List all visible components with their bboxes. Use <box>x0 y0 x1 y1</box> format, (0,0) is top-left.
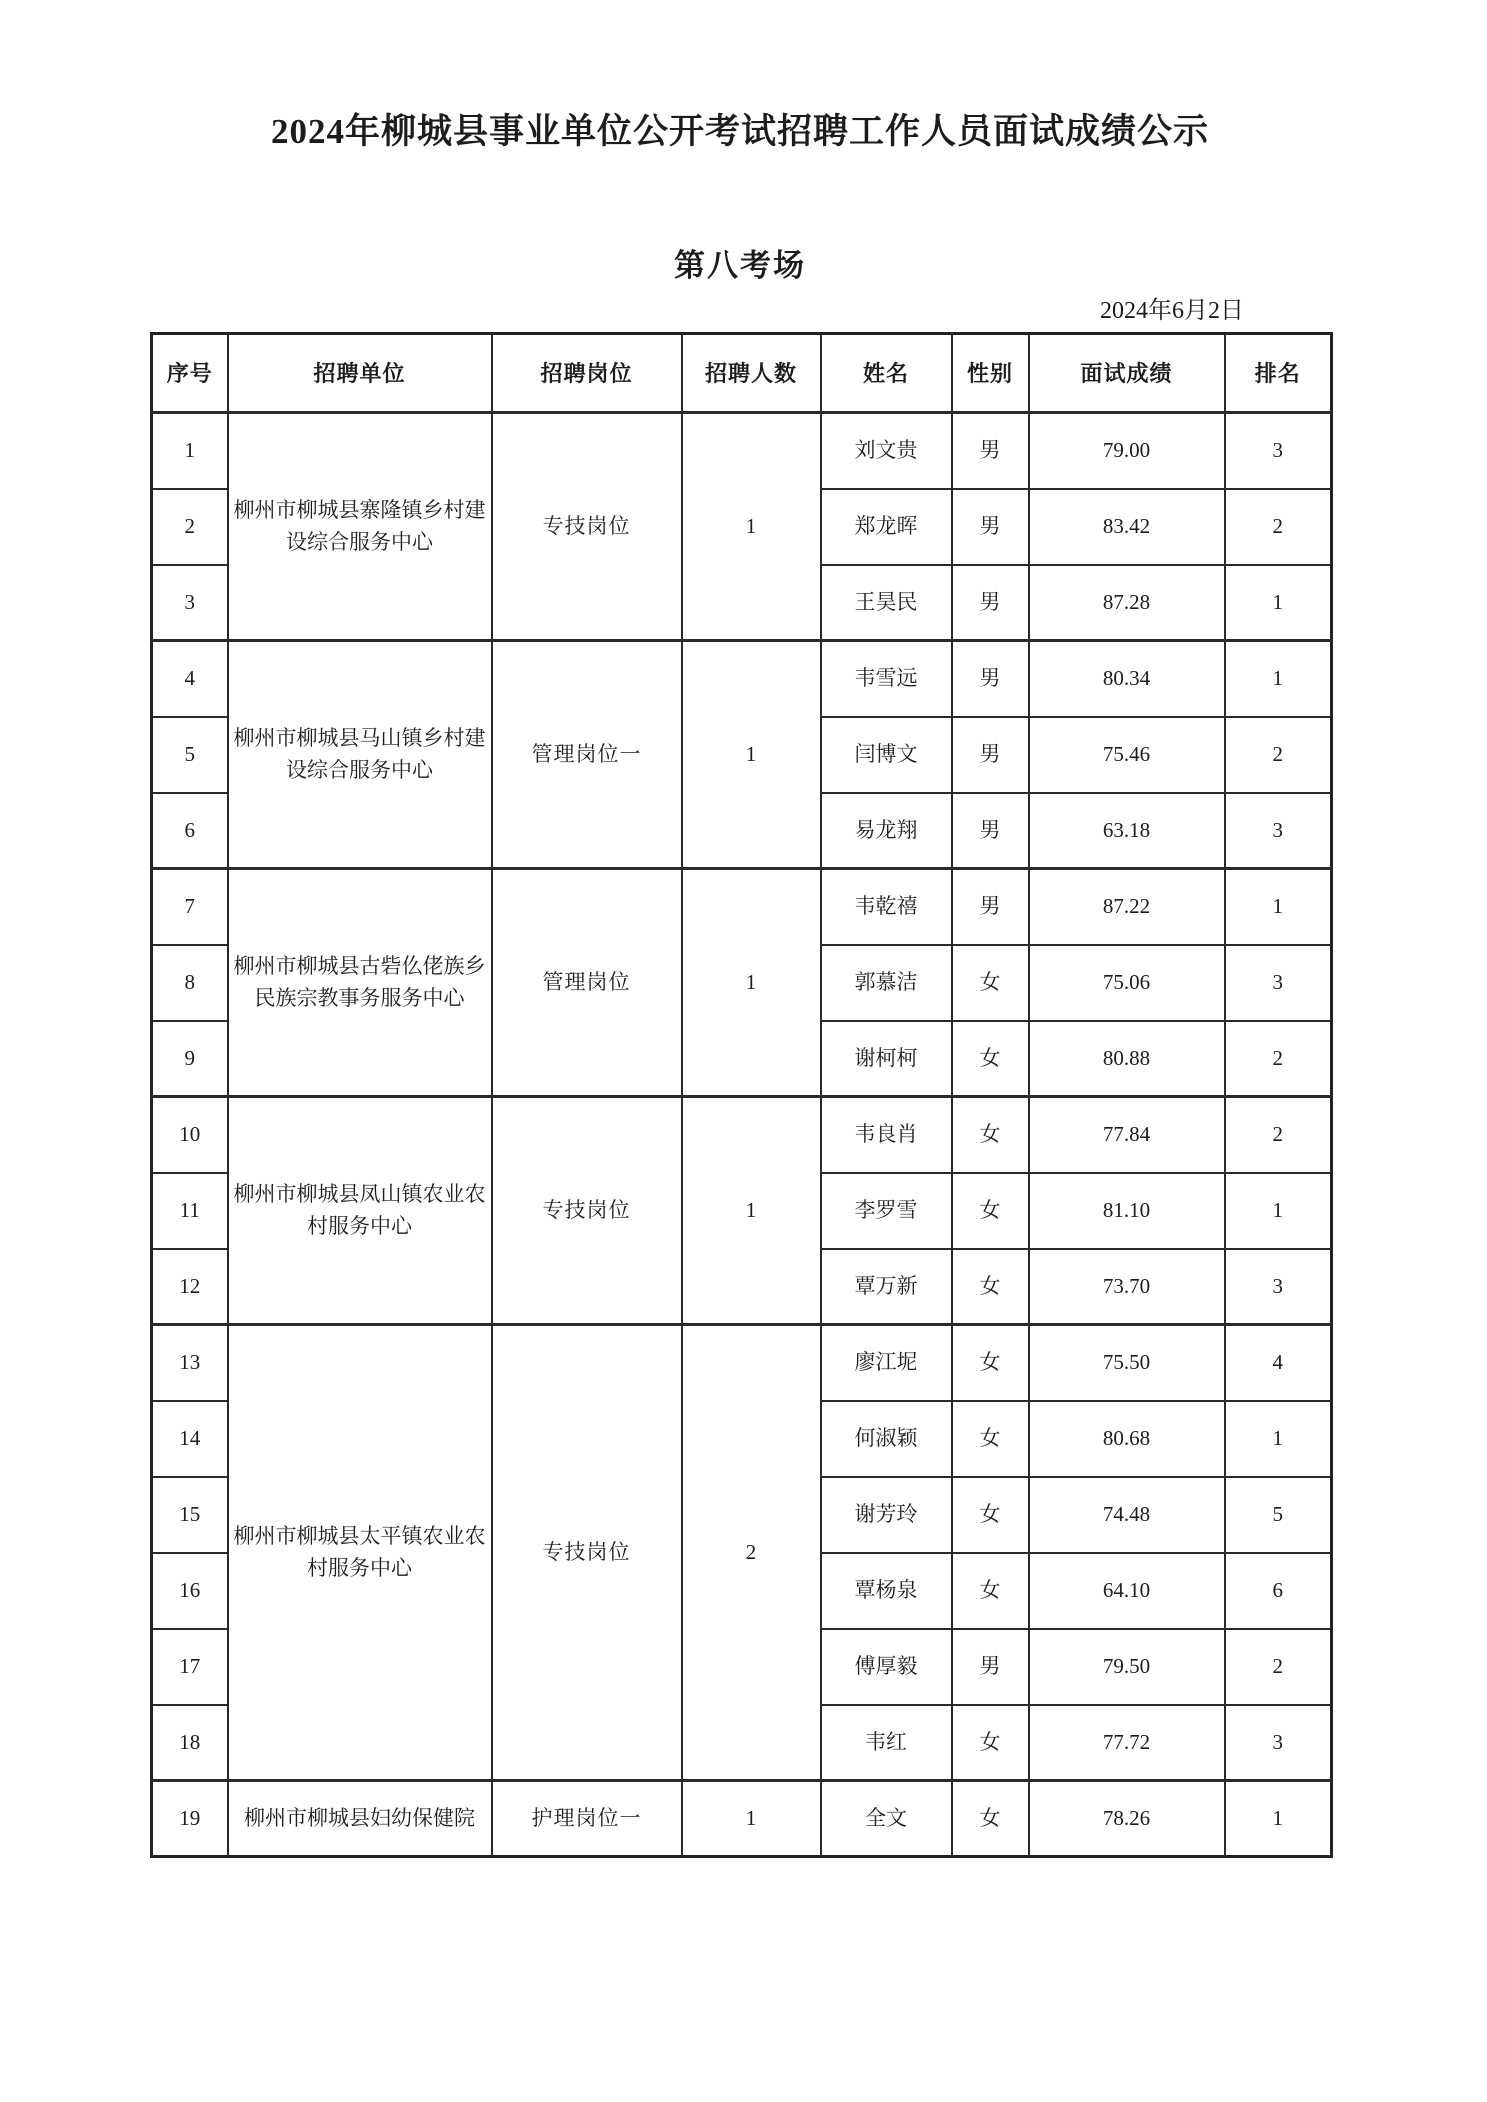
cell-quota: 1 <box>682 413 821 641</box>
cell-seq: 7 <box>152 869 228 945</box>
table-header-row <box>152 334 1332 413</box>
cell-name: 易龙翔 <box>821 793 952 869</box>
cell-score: 74.48 <box>1029 1477 1225 1553</box>
cell-score: 75.06 <box>1029 945 1225 1021</box>
cell-post: 管理岗位 <box>492 869 682 1097</box>
cell-gender: 女 <box>952 1705 1029 1781</box>
cell-score: 87.22 <box>1029 869 1225 945</box>
cell-rank: 3 <box>1225 793 1332 869</box>
cell-post: 管理岗位一 <box>492 641 682 869</box>
cell-name: 覃万新 <box>821 1249 952 1325</box>
cell-seq: 18 <box>152 1705 228 1781</box>
cell-gender: 男 <box>952 717 1029 793</box>
cell-seq: 16 <box>152 1553 228 1629</box>
table-row <box>152 1097 1332 1173</box>
cell-gender: 女 <box>952 1097 1029 1173</box>
cell-name: 谢芳玲 <box>821 1477 952 1553</box>
cell-name: 李罗雪 <box>821 1173 952 1249</box>
cell-gender: 女 <box>952 1021 1029 1097</box>
cell-name: 何淑颖 <box>821 1401 952 1477</box>
date-line <box>150 290 1330 325</box>
cell-name: 谢柯柯 <box>821 1021 952 1097</box>
cell-rank: 3 <box>1225 1249 1332 1325</box>
cell-quota: 2 <box>682 1325 821 1781</box>
cell-seq: 19 <box>152 1781 228 1857</box>
table-row <box>152 641 1332 717</box>
cell-gender: 男 <box>952 793 1029 869</box>
cell-rank: 2 <box>1225 1021 1332 1097</box>
cell-seq: 6 <box>152 793 228 869</box>
cell-rank: 1 <box>1225 1781 1332 1857</box>
cell-name: 韦良肖 <box>821 1097 952 1173</box>
cell-gender: 男 <box>952 869 1029 945</box>
cell-rank: 2 <box>1225 1097 1332 1173</box>
cell-unit: 柳州市柳城县凤山镇农业农村服务中心 <box>228 1097 492 1325</box>
cell-score: 77.84 <box>1029 1097 1225 1173</box>
cell-seq: 13 <box>152 1325 228 1401</box>
cell-gender: 男 <box>952 565 1029 641</box>
cell-post: 专技岗位 <box>492 1325 682 1781</box>
cell-score: 80.68 <box>1029 1401 1225 1477</box>
table-row <box>152 869 1332 945</box>
cell-quota: 1 <box>682 641 821 869</box>
cell-rank: 3 <box>1225 1705 1332 1781</box>
header-score: 面试成绩 <box>1029 334 1225 413</box>
cell-seq: 2 <box>152 489 228 565</box>
cell-quota: 1 <box>682 1781 821 1857</box>
header-quota: 招聘人数 <box>682 334 821 413</box>
cell-post: 护理岗位一 <box>492 1781 682 1857</box>
header-gender: 性别 <box>952 334 1029 413</box>
cell-score: 79.00 <box>1029 413 1225 489</box>
cell-name: 闫博文 <box>821 717 952 793</box>
cell-score: 64.10 <box>1029 1553 1225 1629</box>
table-row <box>152 1325 1332 1401</box>
cell-gender: 男 <box>952 1629 1029 1705</box>
header-name: 姓名 <box>821 334 952 413</box>
cell-rank: 5 <box>1225 1477 1332 1553</box>
cell-rank: 1 <box>1225 565 1332 641</box>
cell-rank: 1 <box>1225 641 1332 717</box>
cell-seq: 11 <box>152 1173 228 1249</box>
cell-name: 全文 <box>821 1781 952 1857</box>
cell-score: 83.42 <box>1029 489 1225 565</box>
cell-name: 覃杨泉 <box>821 1553 952 1629</box>
cell-gender: 女 <box>952 1477 1029 1553</box>
cell-seq: 17 <box>152 1629 228 1705</box>
page-title: 2024年柳城县事业单位公开考试招聘工作人员面试成绩公示 <box>270 112 1209 151</box>
cell-seq: 15 <box>152 1477 228 1553</box>
cell-seq: 14 <box>152 1401 228 1477</box>
cell-name: 廖江坭 <box>821 1325 952 1401</box>
cell-gender: 男 <box>952 489 1029 565</box>
cell-rank: 2 <box>1225 489 1332 565</box>
cell-gender: 女 <box>952 945 1029 1021</box>
cell-unit: 柳州市柳城县马山镇乡村建设综合服务中心 <box>228 641 492 869</box>
cell-score: 75.50 <box>1029 1325 1225 1401</box>
cell-gender: 女 <box>952 1173 1029 1249</box>
cell-rank: 1 <box>1225 1401 1332 1477</box>
cell-quota: 1 <box>682 869 821 1097</box>
cell-rank: 3 <box>1225 413 1332 489</box>
cell-rank: 3 <box>1225 945 1332 1021</box>
cell-rank: 1 <box>1225 1173 1332 1249</box>
cell-gender: 女 <box>952 1553 1029 1629</box>
cell-seq: 12 <box>152 1249 228 1325</box>
cell-gender: 女 <box>952 1325 1029 1401</box>
cell-gender: 女 <box>952 1781 1029 1857</box>
cell-score: 77.72 <box>1029 1705 1225 1781</box>
cell-score: 79.50 <box>1029 1629 1225 1705</box>
header-post: 招聘岗位 <box>492 334 682 413</box>
cell-post: 专技岗位 <box>492 413 682 641</box>
cell-name: 刘文贵 <box>821 413 952 489</box>
cell-seq: 8 <box>152 945 228 1021</box>
cell-unit: 柳州市柳城县寨隆镇乡村建设综合服务中心 <box>228 413 492 641</box>
cell-score: 80.88 <box>1029 1021 1225 1097</box>
cell-score: 73.70 <box>1029 1249 1225 1325</box>
interview-results-table <box>150 332 1333 1858</box>
cell-seq: 5 <box>152 717 228 793</box>
cell-name: 韦乾禧 <box>821 869 952 945</box>
header-seq: 序号 <box>152 334 228 413</box>
cell-gender: 女 <box>952 1249 1029 1325</box>
cell-rank: 2 <box>1225 717 1332 793</box>
header-unit: 招聘单位 <box>228 334 492 413</box>
cell-quota: 1 <box>682 1097 821 1325</box>
cell-name: 王昊民 <box>821 565 952 641</box>
header-rank: 排名 <box>1225 334 1332 413</box>
table-row <box>152 413 1332 489</box>
cell-score: 78.26 <box>1029 1781 1225 1857</box>
cell-seq: 9 <box>152 1021 228 1097</box>
results-table-body <box>152 413 1332 1857</box>
date-text: 2024年6月2日 <box>1100 298 1244 324</box>
cell-unit: 柳州市柳城县妇幼保健院 <box>228 1781 492 1857</box>
cell-gender: 男 <box>952 413 1029 489</box>
cell-score: 75.46 <box>1029 717 1225 793</box>
cell-unit: 柳州市柳城县太平镇农业农村服务中心 <box>228 1325 492 1781</box>
cell-name: 韦雪远 <box>821 641 952 717</box>
cell-score: 63.18 <box>1029 793 1225 869</box>
table-row <box>152 1781 1332 1857</box>
cell-score: 87.28 <box>1029 565 1225 641</box>
cell-rank: 1 <box>1225 869 1332 945</box>
cell-seq: 3 <box>152 565 228 641</box>
exam-room-subtitle: 第八考场 <box>674 248 806 283</box>
cell-name: 韦红 <box>821 1705 952 1781</box>
cell-post: 专技岗位 <box>492 1097 682 1325</box>
cell-gender: 女 <box>952 1401 1029 1477</box>
cell-rank: 2 <box>1225 1629 1332 1705</box>
cell-rank: 6 <box>1225 1553 1332 1629</box>
cell-seq: 4 <box>152 641 228 717</box>
cell-score: 81.10 <box>1029 1173 1225 1249</box>
cell-name: 傅厚毅 <box>821 1629 952 1705</box>
table-header <box>152 334 1332 413</box>
cell-unit: 柳州市柳城县古砦仫佬族乡民族宗教事务服务中心 <box>228 869 492 1097</box>
cell-name: 郑龙晖 <box>821 489 952 565</box>
cell-gender: 男 <box>952 641 1029 717</box>
cell-name: 郭慕洁 <box>821 945 952 1021</box>
cell-seq: 10 <box>152 1097 228 1173</box>
cell-seq: 1 <box>152 413 228 489</box>
cell-score: 80.34 <box>1029 641 1225 717</box>
cell-rank: 4 <box>1225 1325 1332 1401</box>
